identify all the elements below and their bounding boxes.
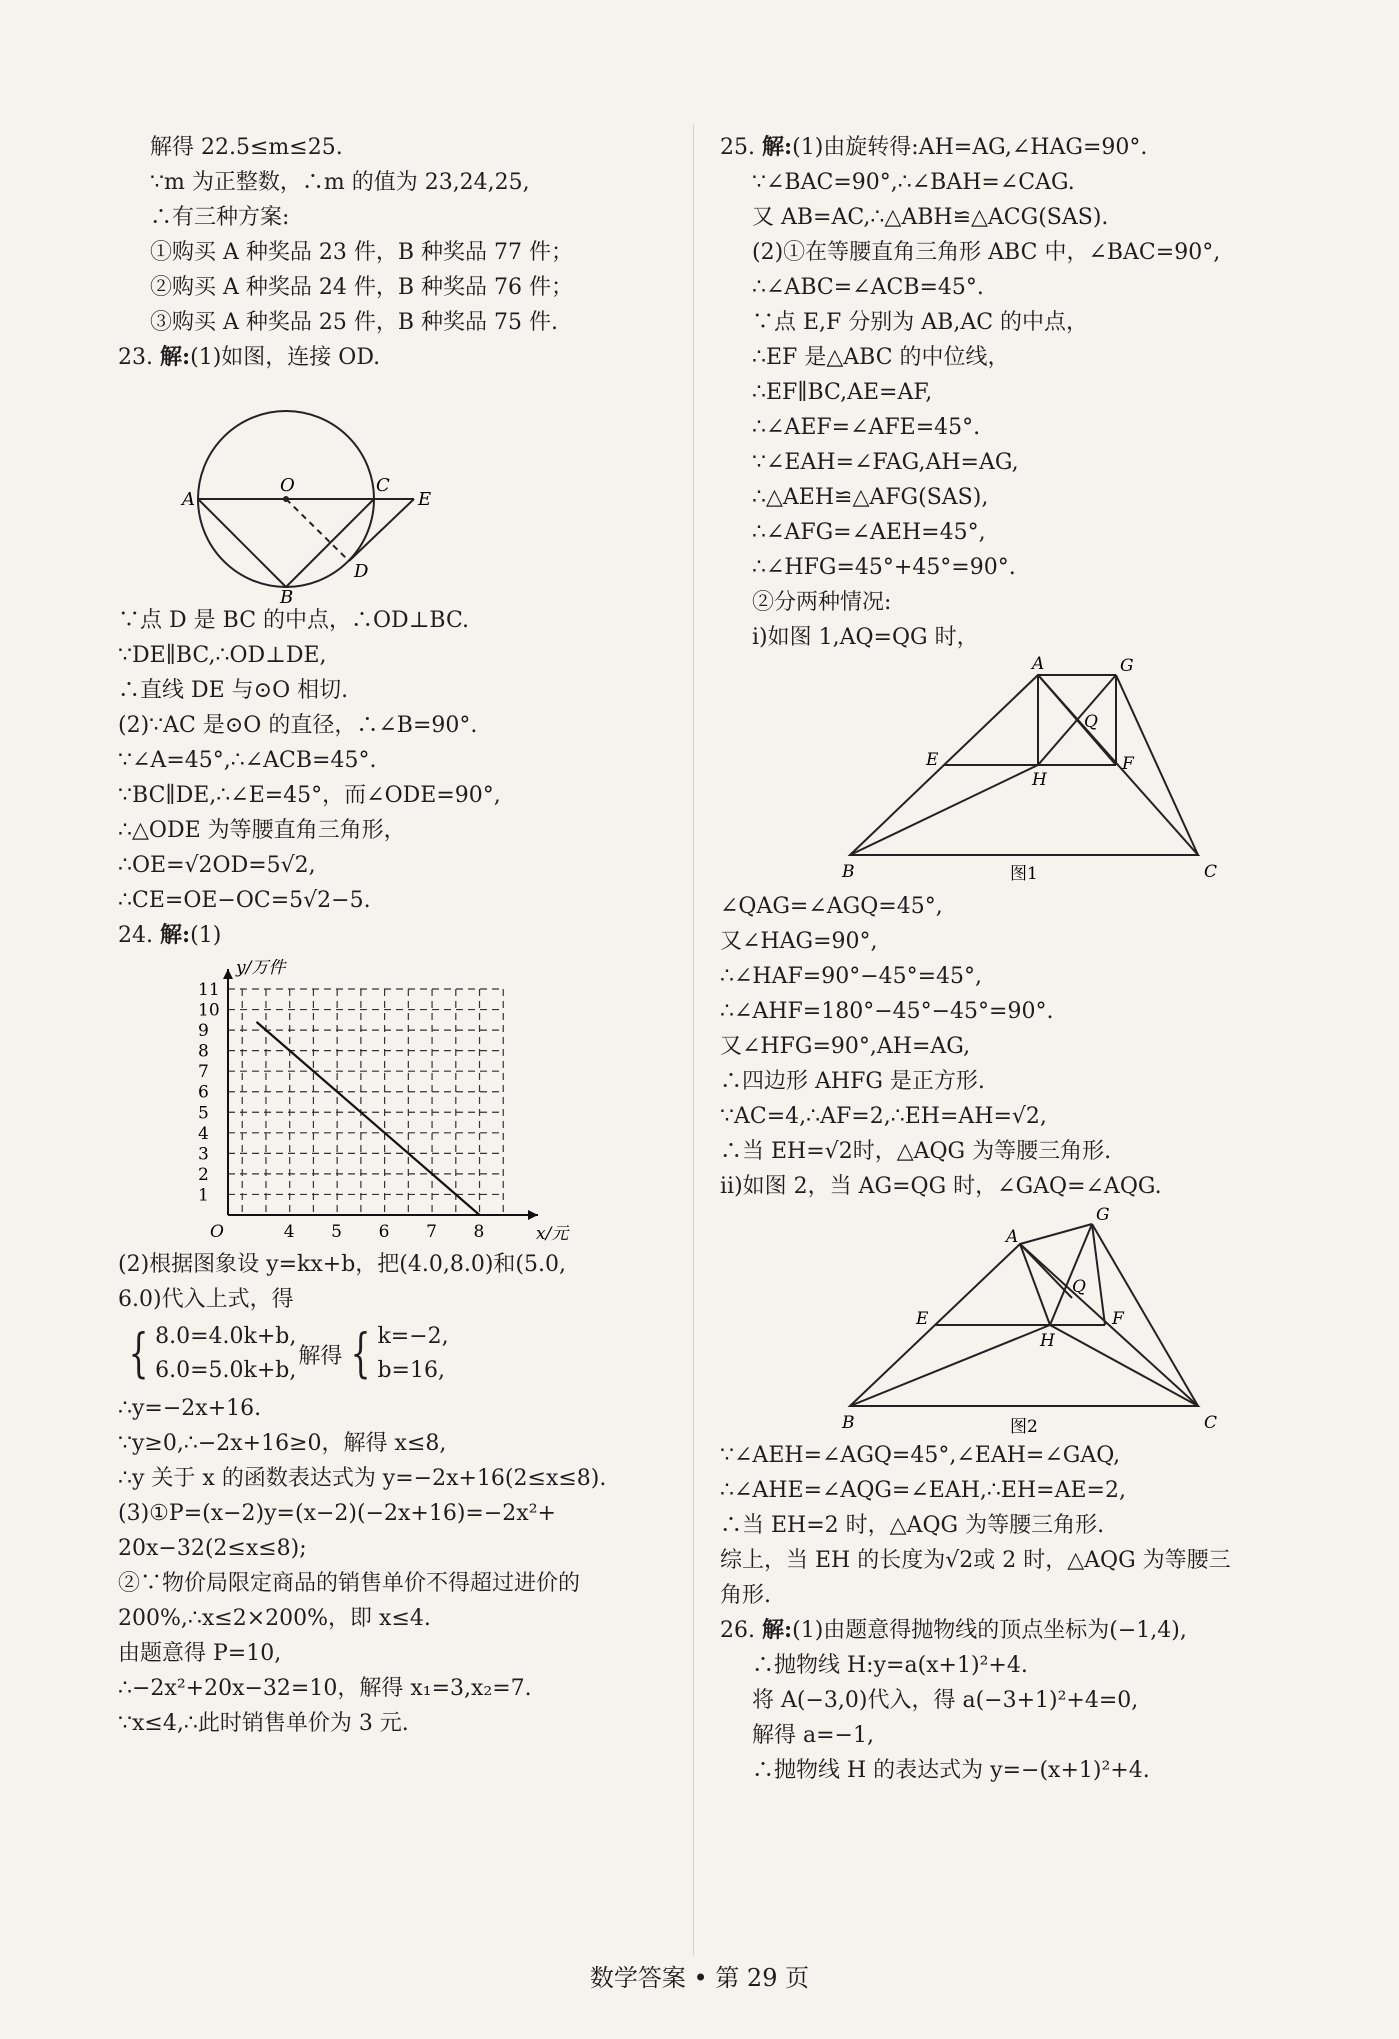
- circle-diagram: [118, 377, 673, 608]
- text-line: ∴EF∥BC,AE=AF,: [752, 380, 933, 405]
- text-line: 由题意得 P=10,: [118, 1641, 282, 1666]
- label-c: C: [376, 475, 390, 496]
- figure-caption: 图1: [1010, 864, 1038, 884]
- segment-de: [349, 499, 414, 561]
- label-a: A: [1032, 654, 1045, 674]
- text-line: ∴−2x²+20x−32=10，解得 x₁=3,x₂=7.: [118, 1676, 532, 1701]
- text-line: ∴y 关于 x 的函数表达式为 y=−2x+16(2≤x≤8).: [118, 1466, 607, 1491]
- chart-grid: [228, 989, 503, 1215]
- text-line: 200%,∴x≤2×200%，即 x≤4.: [118, 1606, 431, 1631]
- text-line: (2)∵AC 是⊙O 的直径，∴∠B=90°.: [118, 713, 478, 738]
- equation: 8.0=4.0k+b,: [155, 1324, 297, 1349]
- x-tick-label: 8: [473, 1222, 485, 1242]
- text-line: ∵点 E,F 分别为 AB,AC 的中点，: [752, 310, 1089, 335]
- solution-label: 解:: [762, 1617, 793, 1643]
- text-line: (2)①在等腰直角三角形 ABC 中，∠BAC=90°,: [752, 240, 1221, 265]
- text-line: ∴当 EH=2 时，△AQG 为等腰三角形.: [720, 1513, 1105, 1538]
- text-line: ①购买 A 种奖品 23 件，B 种奖品 77 件；: [150, 240, 573, 265]
- text-line: 解得 a=−1,: [752, 1723, 874, 1748]
- line-chart: [118, 955, 673, 1245]
- text-line: ③购买 A 种奖品 25 件，B 种奖品 75 件.: [150, 310, 558, 335]
- label-e: E: [916, 1309, 929, 1329]
- text-line: ∴当 EH=√2时，△AQG 为等腰三角形.: [720, 1139, 1112, 1164]
- text-line: ∴∠ABC=∠ACB=45°.: [752, 275, 984, 300]
- question-number: 26.: [720, 1618, 755, 1643]
- label-a: A: [182, 489, 195, 510]
- figure-caption: 图2: [1010, 1417, 1038, 1437]
- x-tick-label: 4: [283, 1222, 295, 1242]
- text-line: ∴有三种方案:: [150, 205, 290, 230]
- text-line: ∵y≥0,∴−2x+16≥0，解得 x≤8,: [118, 1431, 447, 1456]
- text-line: 综上，当 EH 的长度为√2或 2 时，△AQG 为等腰三: [720, 1548, 1231, 1573]
- segment-gh: [1050, 1224, 1092, 1325]
- question-25-header: [720, 130, 1300, 165]
- right-column: [720, 130, 1300, 1788]
- y-tick-label: 10: [198, 1000, 220, 1021]
- y-tick-label: 2: [198, 1164, 209, 1185]
- text-line: 又∠HFG=90°,AH=AG,: [720, 1034, 971, 1059]
- text-line: ∵m 为正整数，∴m 的值为 23,24,25,: [150, 170, 530, 195]
- x-tick-label: 5: [331, 1222, 342, 1242]
- text-line: 角形.: [720, 1583, 771, 1608]
- label-q: Q: [1072, 1277, 1086, 1297]
- text-line: ∴四边形 AHFG 是正方形.: [720, 1069, 985, 1094]
- label-b: B: [842, 1413, 855, 1433]
- text-line: ∵DE∥BC,∴OD⊥DE,: [118, 643, 327, 668]
- figure-1-diagram: [720, 654, 1300, 887]
- text-line: ∵∠AEH=∠AGQ=45°,∠EAH=∠GAQ,: [720, 1443, 1121, 1468]
- x-axis-arrow: [528, 1210, 538, 1220]
- figure-2-diagram: [720, 1206, 1300, 1436]
- page-footer: 数学答案 • 第 29 页: [589, 1964, 810, 1992]
- text-line: ∴∠AEF=∠AFE=45°.: [752, 415, 981, 440]
- text-line: (3)①P=(x−2)y=(x−2)(−2x+16)=−2x²+: [118, 1501, 556, 1526]
- equation-system: [118, 1317, 673, 1391]
- text-line: ∴直线 DE 与⊙O 相切.: [118, 678, 349, 703]
- question-number: 23.: [118, 345, 153, 370]
- text-line: 又 AB=AC,∴△ABH≌△ACG(SAS).: [752, 205, 1109, 230]
- figure-2: [720, 1206, 1300, 1436]
- system-2: [377, 1320, 448, 1388]
- y-tick-label: 11: [198, 980, 220, 1000]
- y-tick-label: 3: [198, 1144, 209, 1165]
- question-number: 24.: [118, 923, 153, 948]
- text-line: (1)由题意得抛物线的顶点坐标为(−1,4),: [792, 1618, 1187, 1643]
- label-e: E: [926, 750, 939, 770]
- circle-figure: [118, 377, 673, 608]
- text-line: 将 A(−3,0)代入，得 a(−3+1)²+4=0,: [752, 1688, 1139, 1713]
- text-line: 又∠HAG=90°,: [720, 929, 878, 954]
- text-line: 20x−32(2≤x≤8);: [118, 1536, 307, 1561]
- segment-od-dashed: [286, 499, 349, 561]
- text-line: ∴∠HAF=90°−45°=45°,: [720, 964, 983, 989]
- label-c: C: [1204, 862, 1218, 882]
- segment-ah: [1020, 1244, 1050, 1325]
- label-f: F: [1122, 754, 1134, 774]
- question-24-header: [118, 918, 673, 953]
- text-line: ∵AC=4,∴AF=2,∴EH=AH=√2,: [720, 1104, 1047, 1129]
- solution-label: 解:: [160, 922, 191, 948]
- text-line: ∴CE=OE−OC=5√2−5.: [118, 888, 371, 913]
- y-tick-label: 7: [198, 1062, 209, 1083]
- segment-hc: [1050, 1325, 1198, 1406]
- y-tick-label: 1: [198, 1185, 209, 1206]
- text-line: ∵点 D 是 BC 的中点，∴OD⊥BC.: [118, 608, 470, 633]
- label-b: B: [842, 862, 855, 882]
- column-divider: [693, 125, 694, 1955]
- segment-gf: [1092, 1224, 1105, 1325]
- label-f: F: [1112, 1309, 1124, 1329]
- chart-svg: [118, 955, 673, 1245]
- y-tick-label: 6: [198, 1082, 209, 1103]
- label-h: H: [1032, 770, 1047, 790]
- text-line: ②分两种情况:: [752, 590, 892, 615]
- chart-ticks: [198, 980, 484, 1242]
- solution-label: 解:: [762, 134, 793, 160]
- text-line: (1)由旋转得:AH=AG,∠HAG=90°.: [792, 135, 1148, 160]
- label-a: A: [1006, 1227, 1019, 1247]
- x-axis-label: x/元: [536, 1224, 569, 1244]
- text-line: ⅰ)如图 1,AQ=QG 时，: [752, 625, 979, 650]
- text-line: ∵BC∥DE,∴∠E=45°，而∠ODE=90°,: [118, 783, 501, 808]
- text-line: (1): [190, 923, 222, 948]
- text-line: ∵∠BAC=90°,∴∠BAH=∠CAG.: [752, 170, 1075, 195]
- equation: k=−2,: [377, 1324, 449, 1349]
- text-line: ∴OE=√2OD=5√2,: [118, 853, 316, 878]
- text-line: ∵∠A=45°,∴∠ACB=45°.: [118, 748, 377, 773]
- text-line: (2)根据图象设 y=kx+b，把(4.0,8.0)和(5.0,: [118, 1252, 566, 1277]
- label-c: C: [1204, 1413, 1218, 1433]
- text-line: 6.0)代入上式，得: [118, 1287, 294, 1312]
- text-line: ②∵物价局限定商品的销售单价不得超过进价的: [118, 1571, 581, 1596]
- text-line: ⅱ)如图 2，当 AG=QG 时，∠GAQ=∠AQG.: [720, 1174, 1162, 1199]
- left-column: [118, 130, 673, 1741]
- label-e: E: [418, 489, 432, 510]
- label-g: G: [1096, 1205, 1110, 1225]
- text-line: ∴∠AFG=∠AEH=45°,: [752, 520, 986, 545]
- segment-bh: [850, 1325, 1050, 1406]
- y-axis-label: y/万件: [236, 958, 286, 978]
- text-line: (1)如图，连接 OD.: [190, 345, 381, 370]
- segment-aq: [1020, 1244, 1072, 1298]
- text-line: ∴∠HFG=45°+45°=90°.: [752, 555, 1016, 580]
- y-tick-label: 8: [198, 1041, 209, 1062]
- text-line: ∴∠AHF=180°−45°−45°=90°.: [720, 999, 1054, 1024]
- label-d: D: [354, 561, 369, 582]
- text-line: 解得 22.5≤m≤25.: [150, 135, 343, 160]
- text-line: ∵∠EAH=∠FAG,AH=AG,: [752, 450, 1019, 475]
- question-number: 25.: [720, 135, 755, 160]
- origin-label: O: [210, 1222, 224, 1242]
- solve-text: 解得: [298, 1343, 343, 1369]
- segment-ag: [1020, 1224, 1092, 1244]
- x-tick-label: 7: [426, 1222, 437, 1242]
- equation: b=16,: [377, 1358, 445, 1383]
- text-line: ∴抛物线 H:y=a(x+1)²+4.: [752, 1653, 1028, 1678]
- x-tick-label: 6: [378, 1222, 390, 1242]
- question-23-header: [118, 340, 673, 375]
- label-g: G: [1120, 656, 1134, 676]
- label-b: B: [280, 587, 294, 608]
- text-line: ∵x≤4,∴此时销售单价为 3 元.: [118, 1711, 409, 1736]
- figure-1: [720, 654, 1300, 887]
- center-point: [283, 496, 289, 502]
- text-line: ∴△ODE 为等腰直角三角形，: [118, 818, 406, 843]
- text-line: ∴抛物线 H 的表达式为 y=−(x+1)²+4.: [752, 1758, 1150, 1783]
- equation: 6.0=5.0k+b,: [155, 1358, 297, 1383]
- brace-left: {: [128, 1324, 149, 1384]
- label-q: Q: [1084, 712, 1098, 732]
- segment-gc: [1092, 1224, 1198, 1406]
- system-1: [155, 1320, 296, 1388]
- y-tick-label: 9: [198, 1021, 209, 1042]
- y-axis-arrow: [223, 969, 233, 979]
- label-o: O: [280, 475, 295, 496]
- label-h: H: [1040, 1331, 1055, 1351]
- text-line: ∴EF 是△ABC 的中位线，: [752, 345, 1010, 370]
- question-26-header: [720, 1613, 1300, 1648]
- chart-axes: [210, 958, 570, 1244]
- solution-label: 解:: [160, 344, 191, 370]
- text-line: ②购买 A 种奖品 24 件，B 种奖品 76 件；: [150, 275, 573, 300]
- y-tick-label: 4: [198, 1123, 209, 1144]
- segment-bh: [850, 765, 1038, 855]
- text-line: ∴∠AHE=∠AQG=∠EAH,∴EH=AE=2,: [720, 1478, 1126, 1503]
- text-line: ∴△AEH≌△AFG(SAS),: [752, 485, 989, 510]
- brace-right: {: [350, 1324, 371, 1384]
- segment-ab: [198, 499, 286, 587]
- text-line: ∴y=−2x+16.: [118, 1396, 262, 1421]
- text-line: ∠QAG=∠AGQ=45°,: [720, 894, 943, 919]
- y-tick-label: 5: [198, 1103, 209, 1124]
